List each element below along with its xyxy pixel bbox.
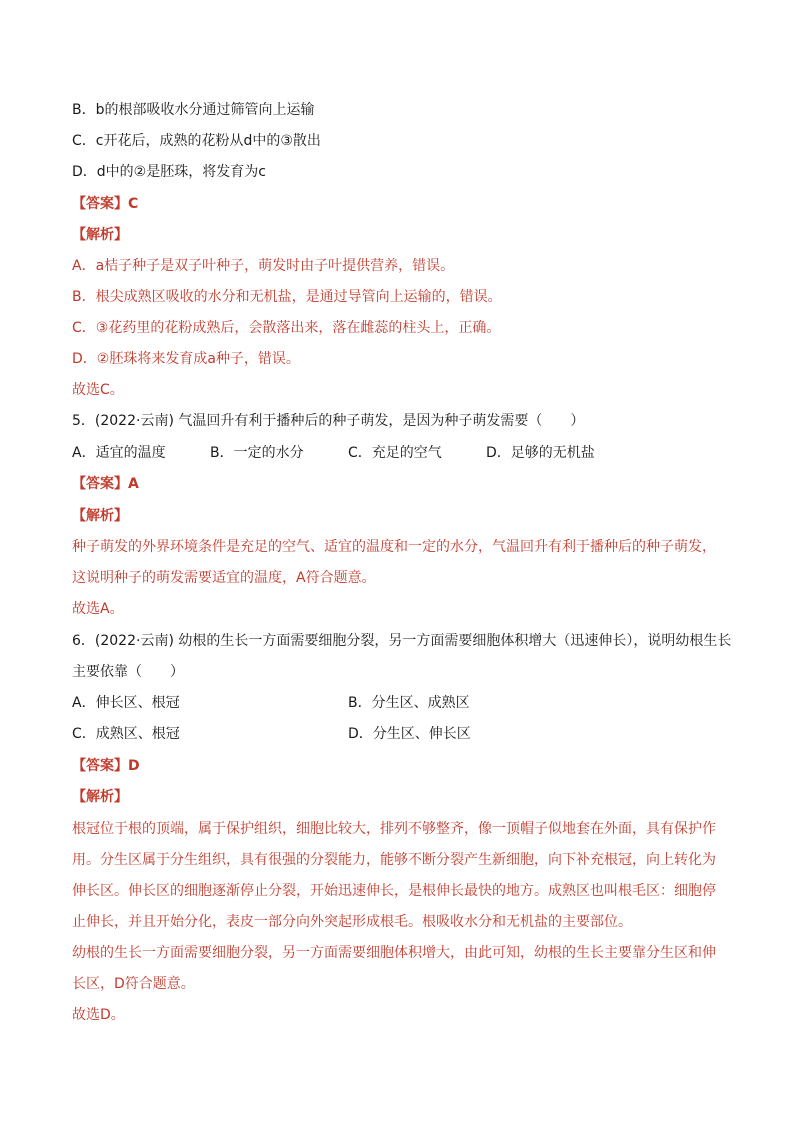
- q4-option-c: C．c开花后，成熟的花粉从d中的③散出: [72, 133, 321, 149]
- q5-option-d: D．足够的无机盐: [486, 445, 595, 461]
- q6-stem-line: 6．(2022·云南) 幼根的生长一方面需要细胞分裂，另一方面需要细胞体积增大（迅速伸长），说明幼根生长: [72, 633, 732, 649]
- q5-analysis-label: 【解析】: [72, 508, 128, 524]
- q6-analysis-line: 幼根的生长一方面需要细胞分裂，另一方面需要细胞体积增大，由此可知，幼根的生长主要靠分生区和伸: [72, 945, 716, 961]
- q5-option-a: A．适宜的温度: [72, 445, 166, 461]
- q6-answer: 【答案】D: [72, 758, 140, 774]
- q6-analysis-label: 【解析】: [72, 789, 128, 805]
- q4-answer: 【答案】C: [72, 196, 139, 212]
- q6-option-d: D．分生区、伸长区: [348, 726, 471, 742]
- q6-stem-line: 主要依靠（ ）: [72, 664, 184, 680]
- q5-analysis-line: 这说明种子的萌发需要适宜的温度，A符合题意。: [72, 570, 376, 586]
- q5-option-c: C．充足的空气: [348, 445, 442, 461]
- q6-analysis-line: 根冠位于根的顶端，属于保护组织，细胞比较大，排列不够整齐，像一顶帽子似地套在外面，具有保护作: [72, 821, 716, 837]
- q4-analysis-line: A．a桔子种子是双子叶种子，萌发时由子叶提供营养，错误。: [72, 258, 455, 274]
- q6-analysis-line: 用。分生区属于分生组织，具有很强的分裂能力，能够不断分裂产生新细胞，向下补充根冠，向上转化为: [72, 852, 716, 868]
- q5-option-b: B．一定的水分: [210, 445, 304, 461]
- q4-analysis-label: 【解析】: [72, 227, 128, 243]
- q6-option-a: A．伸长区、根冠: [72, 695, 180, 711]
- q4-conclusion: 故选C。: [72, 382, 124, 398]
- q6-option-b: B．分生区、成熟区: [348, 695, 470, 711]
- q6-analysis-line: 长区，D符合题意。: [72, 976, 195, 992]
- q6-conclusion: 故选D。: [72, 1007, 125, 1023]
- q6-option-c: C．成熟区、根冠: [72, 726, 180, 742]
- q5-conclusion: 故选A。: [72, 601, 124, 617]
- q4-option-b: B．b的根部吸收水分通过筛管向上运输: [72, 102, 315, 118]
- q6-analysis-line: 伸长区。伸长区的细胞逐渐停止分裂，开始迅速伸长，是根伸长最快的地方。成熟区也叫根毛区：细胞停: [72, 883, 716, 899]
- q4-analysis-line: D．②胚珠将来发育成a种子，错误。: [72, 351, 300, 367]
- q4-analysis-line: B．根尖成熟区吸收的水分和无机盐，是通过导管向上运输的，错误。: [72, 289, 502, 305]
- q6-analysis-line: 止伸长，并且开始分化，表皮一部分向外突起形成根毛。根吸收水分和无机盐的主要部位。: [72, 914, 632, 930]
- q5-stem: 5．(2022·云南) 气温回升有利于播种后的种子萌发，是因为种子萌发需要（ ）: [72, 413, 585, 429]
- q5-analysis-line: 种子萌发的外界环境条件是充足的空气、适宜的温度和一定的水分，气温回升有利于播种后的种子萌发，: [72, 539, 716, 555]
- q4-analysis-line: C．③花药里的花粉成熟后，会散落出来，落在雌蕊的柱头上，正确。: [72, 320, 501, 336]
- q5-answer: 【答案】A: [72, 476, 139, 492]
- q4-option-d: D．d中的②是胚珠，将发育为c: [72, 164, 266, 180]
